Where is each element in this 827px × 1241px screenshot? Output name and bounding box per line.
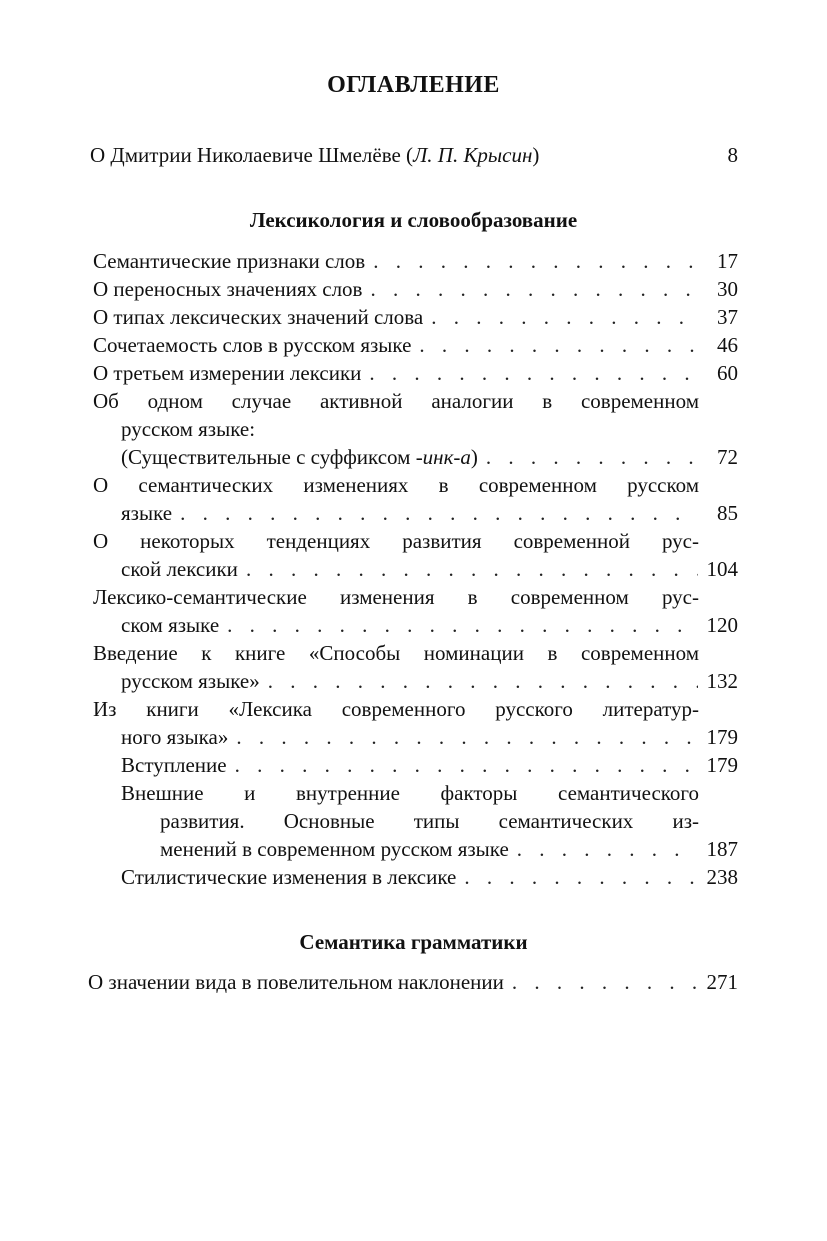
- toc-entry-line[interactable]: Введение к книге «Способы номинации в современном: [93, 641, 699, 665]
- toc-entry[interactable]: Вступление . . . 179: [121, 751, 738, 779]
- toc-entry[interactable]: О третьем измерении лексики . . . 60: [93, 359, 738, 387]
- leader-dots: [227, 751, 698, 779]
- leader-dots: [411, 331, 698, 359]
- toc-entry[interactable]: Сочетаемость слов в русском языке . . . 46: [93, 331, 738, 359]
- toc-entry[interactable]: О значении вида в повелительном наклонении . . . 271: [88, 968, 738, 996]
- toc-entry-line[interactable]: русском языке:: [121, 417, 256, 441]
- toc-page-number: 72: [717, 445, 738, 469]
- toc-entry-line[interactable]: Лексико-семантические изменения в современном рус-: [93, 585, 699, 609]
- toc-entry[interactable]: русском языке» . . . 132: [121, 667, 738, 695]
- leader-dots: [219, 611, 698, 639]
- toc-page-number: 179: [706, 725, 738, 749]
- toc-page-number: 8: [727, 143, 738, 167]
- toc-page-number: 132: [706, 669, 738, 693]
- toc-entry[interactable]: ного языка» . . . 179: [121, 723, 738, 751]
- toc-entry-line[interactable]: Внешние и внутренние факторы семантического: [121, 781, 699, 805]
- toc-page-number: 37: [717, 305, 738, 329]
- toc-entry-line[interactable]: О некоторых тенденциях развития современной рус-: [93, 529, 699, 553]
- toc-entry[interactable]: (Существительные с суффиксом -инк-а) . . . 72: [121, 443, 738, 471]
- toc-entry[interactable]: ском языке . . . 120: [121, 611, 738, 639]
- toc-entry[interactable]: Семантические признаки слов . . . 17: [93, 247, 738, 275]
- toc-entry-line[interactable]: развития. Основные типы семантических из-: [160, 809, 699, 833]
- toc-entry-text: О Дмитрии Николаевиче Шмелёве (Л. П. Крысин): [90, 143, 540, 167]
- toc-page-number: 271: [706, 970, 738, 994]
- toc-entry-intro[interactable]: [90, 141, 738, 169]
- leader-dots: [238, 555, 698, 583]
- leader-dots: [260, 667, 698, 695]
- toc-page-number: 30: [717, 277, 738, 301]
- toc-page-number: 179: [706, 753, 738, 777]
- section-title-lexicology: Лексикология и словообразование: [249, 208, 578, 232]
- toc-entry-line[interactable]: О семантических изменениях в современном русском: [93, 473, 699, 497]
- leader-dots: [365, 247, 698, 275]
- leader-dots: [456, 863, 698, 891]
- toc-entry-line[interactable]: Из книги «Лексика современного русского литератур-: [93, 697, 699, 721]
- toc-entry[interactable]: О переносных значениях слов . . . 30: [93, 275, 738, 303]
- toc-page-number: 85: [717, 501, 738, 525]
- toc-page-number: 46: [717, 333, 738, 357]
- toc-entry-line[interactable]: Об одном случае активной аналогии в современном: [93, 389, 699, 413]
- section-title-grammar: Семантика грамматики: [299, 930, 528, 954]
- toc-page-number: 120: [706, 613, 738, 637]
- leader-dots: [172, 499, 698, 527]
- toc-page-number: 104: [706, 557, 738, 581]
- page-title: ОГЛАВЛЕНИЕ: [327, 72, 500, 98]
- leader-dots: [362, 275, 698, 303]
- toc-page-number: 17: [717, 249, 738, 273]
- toc-entry[interactable]: языке . . . 85: [121, 499, 738, 527]
- leader-dots: [228, 723, 698, 751]
- leader-dots: [423, 303, 698, 331]
- toc-page-number: 238: [706, 865, 738, 889]
- leader-dots: [509, 835, 698, 863]
- toc-entry[interactable]: Стилистические изменения в лексике . . . 238: [121, 863, 738, 891]
- toc-entry[interactable]: ской лексики . . . 104: [121, 555, 738, 583]
- toc-page-number: 187: [706, 837, 738, 861]
- leader-dots: [361, 359, 698, 387]
- toc-entry[interactable]: О типах лексических значений слова . . . 37: [93, 303, 738, 331]
- leader-dots: [504, 968, 698, 996]
- toc-entry[interactable]: менений в современном русском языке . . . 187: [160, 835, 738, 863]
- leader-dots: [478, 443, 698, 471]
- toc-page-number: 60: [717, 361, 738, 385]
